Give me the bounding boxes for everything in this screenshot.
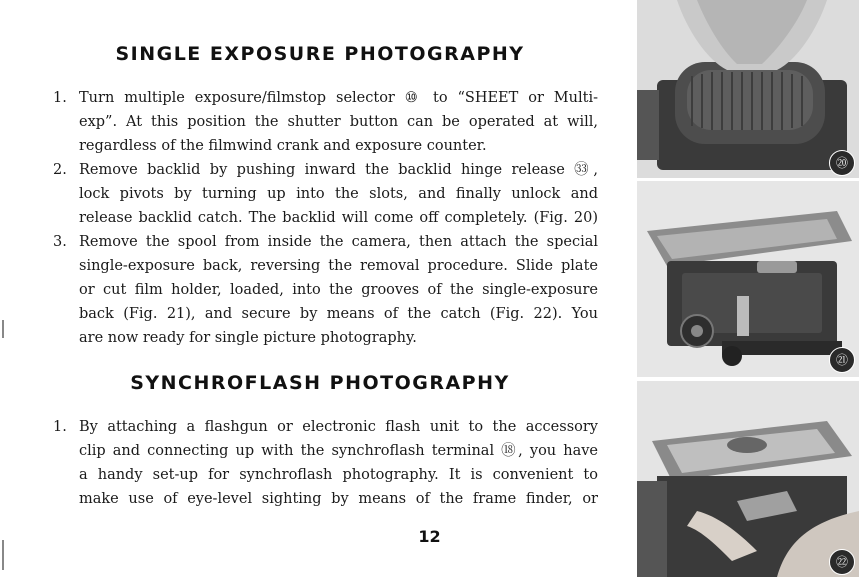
- step-number: 1.: [53, 90, 67, 106]
- step-line: or cut film holder, loaded, into the grooves of the single-exposure: [79, 282, 598, 298]
- single-step-2: [53, 158, 598, 230]
- step-number: 3.: [53, 234, 67, 250]
- step-line: back (Fig. 21), and secure by means of the catch (Fig. 22). You: [79, 306, 598, 322]
- figure-21-label: ㉑: [829, 347, 855, 373]
- step-line: clip and connecting up with the synchroflash terminal ⑱, you have: [79, 443, 598, 459]
- synchro-step-1: [53, 415, 598, 511]
- heading-synchroflash: SYNCHROFLASH PHOTOGRAPHY: [130, 372, 510, 394]
- step-line: make use of eye-level sighting by means of the frame finder, or: [79, 491, 598, 507]
- step-line: single-exposure back, reversing the removal procedure. Slide plate: [79, 258, 598, 274]
- step-number: 2.: [53, 162, 67, 178]
- figure-column: [637, 0, 859, 577]
- page-number: 12: [418, 527, 441, 546]
- step-line: a handy set-up for synchroflash photography. It is convenient to: [79, 467, 598, 483]
- figure-22-photo: [637, 381, 859, 577]
- single-step-3: [53, 230, 598, 350]
- step-line: Turn multiple exposure/filmstop selector ⑩ to “SHEET or Multi-: [79, 90, 598, 106]
- figure-22-label: ㉒: [829, 549, 855, 575]
- single-step-1: [53, 86, 598, 158]
- figure-20-label: ⑳: [829, 150, 855, 176]
- step-number: 1.: [53, 419, 67, 435]
- film-holder-insertion-illustration: [637, 381, 859, 577]
- step-line: By attaching a flashgun or electronic flash unit to the accessory: [79, 419, 598, 435]
- step-line: regardless of the filmwind crank and exposure counter.: [79, 138, 487, 154]
- step-line: Remove backlid by pushing inward the backlid hinge release ㉝,: [79, 162, 598, 178]
- step-line: lock pivots by turning up into the slots, and finally unlock and: [79, 186, 598, 202]
- camera-backlid-removal-illustration: [637, 0, 859, 178]
- margin-mark: [2, 320, 4, 338]
- figure-21-photo: [637, 181, 859, 377]
- heading-single-exposure: SINGLE EXPOSURE PHOTOGRAPHY: [115, 43, 525, 65]
- step-line: release backlid catch. The backlid will come off completely. (Fig. 20): [79, 210, 598, 226]
- step-line: Remove the spool from inside the camera, then attach the special: [79, 234, 598, 250]
- single-exposure-back-illustration: [637, 181, 859, 377]
- figure-20-photo: [637, 0, 859, 178]
- step-line: are now ready for single picture photography.: [79, 330, 417, 346]
- step-line: exp”. At this position the shutter button can be operated at will,: [79, 114, 598, 130]
